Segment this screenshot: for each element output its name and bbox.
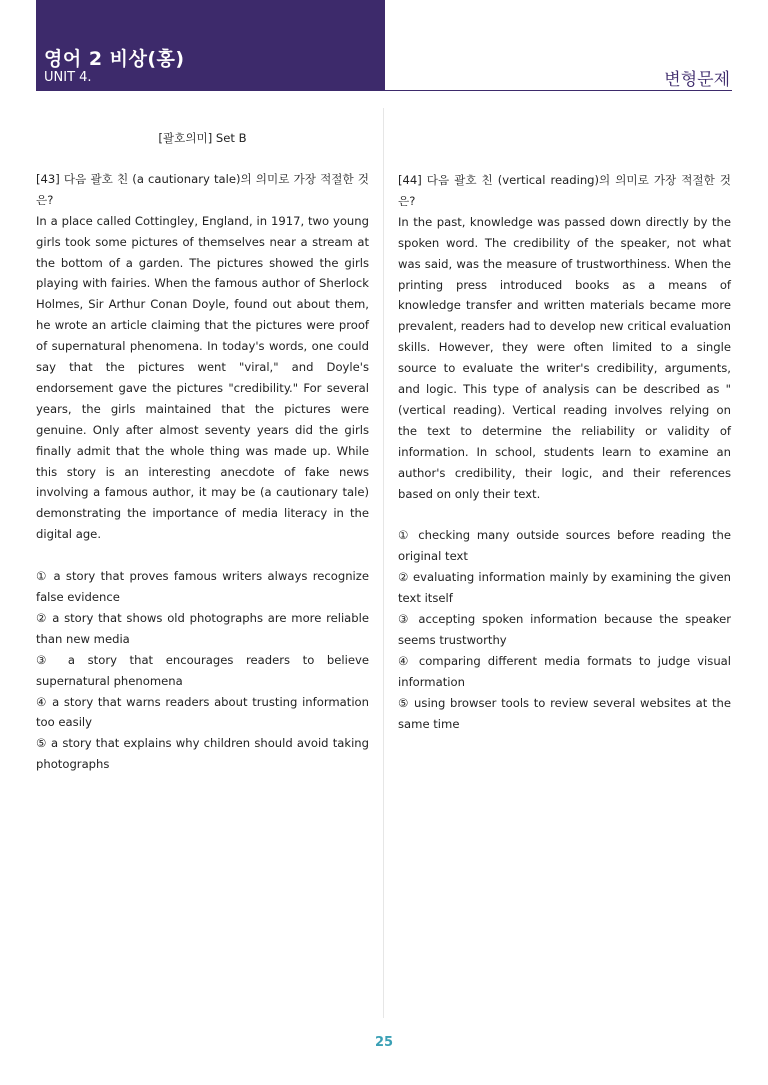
option-2: ② evaluating information mainly by examining the given text itself (398, 570, 731, 606)
option-5: ⑤ a story that explains why children should avoid taking photographs (36, 736, 369, 772)
header-rule (385, 90, 732, 91)
option-5: ⑤ using browser tools to review several websites at the same time (398, 695, 731, 731)
option-4: ④ a story that warns readers about trusting information too easily (36, 694, 369, 730)
option-4: ④ comparing different media formats to judge visual information (398, 653, 731, 689)
option-2: ② a story that shows old photographs are more reliable than new media (36, 610, 369, 646)
spacer (398, 505, 731, 526)
spacer (36, 545, 369, 566)
textbook-title: 영어 2 비상(홍) (44, 48, 185, 70)
option-1: ① a story that proves famous writers always recognize false evidence (36, 569, 369, 604)
question-43-passage: In a place called Cottingley, England, in 1917, two young girls took some pictures of themselves near a stream at the bottom of a garden. The pictures showed the girls playing with fairies. When the famous author of Sherlock Holmes, Sir Arthur Conan Doyle, found out about them, he wrote an article claiming that the pictures were proof of supernatural phenomena. In today's words, one could say that the pictures went "viral," and Doyle's endorsement gave the pictures "credibility." For several years, the girls maintained that the pictures were genuine. Only after almost seventy years did the girls finally admit that the whole thing was made up. While this story is an interesting anecdote of fake news involving a famous author, it may be (a cautionary tale) demonstrating the importance of media literacy in the digital age. (36, 213, 369, 542)
left-column (36, 128, 369, 775)
unit-label: UNIT 4. (44, 70, 92, 85)
right-column (398, 170, 731, 734)
option-3: ③ accepting spoken information because the speaker seems trustworthy (398, 612, 731, 647)
question-43-heading: [43] 다음 괄호 친 (a cautionary tale)의 의미로 가장 적절한 것은? (36, 171, 369, 207)
question-44-options (398, 525, 731, 734)
column-divider (383, 108, 384, 1018)
question-43-options (36, 566, 369, 775)
set-label: [괄호의미] Set B (158, 131, 247, 145)
question-44-heading: [44] 다음 괄호 친 (vertical reading)의 의미로 가장 적절한 것은? (398, 173, 731, 208)
page-number: 25 (374, 1035, 394, 1050)
option-1: ① checking many outside sources before reading the original text (398, 528, 731, 564)
section-title: 변형문제 (664, 70, 730, 90)
question-44-passage: In the past, knowledge was passed down directly by the spoken word. The credibility of the speaker, not what was said, was the measure of trustworthiness. When the printing press introduced books as a means of knowledge transfer and written materials became more prevalent, readers had to develop new critical evaluation skills. However, they were often limited to a single source to evaluate the writer's credibility, arguments, and logic. This type of analysis can be described as "(vertical reading). Vertical reading involves relying on the text to determine the reliability or validity of information. In school, students learn to examine an author's credibility, their logic, and their references based on only their text. (398, 214, 731, 501)
option-3: ③ a story that encourages readers to believe supernatural phenomena (36, 652, 369, 688)
